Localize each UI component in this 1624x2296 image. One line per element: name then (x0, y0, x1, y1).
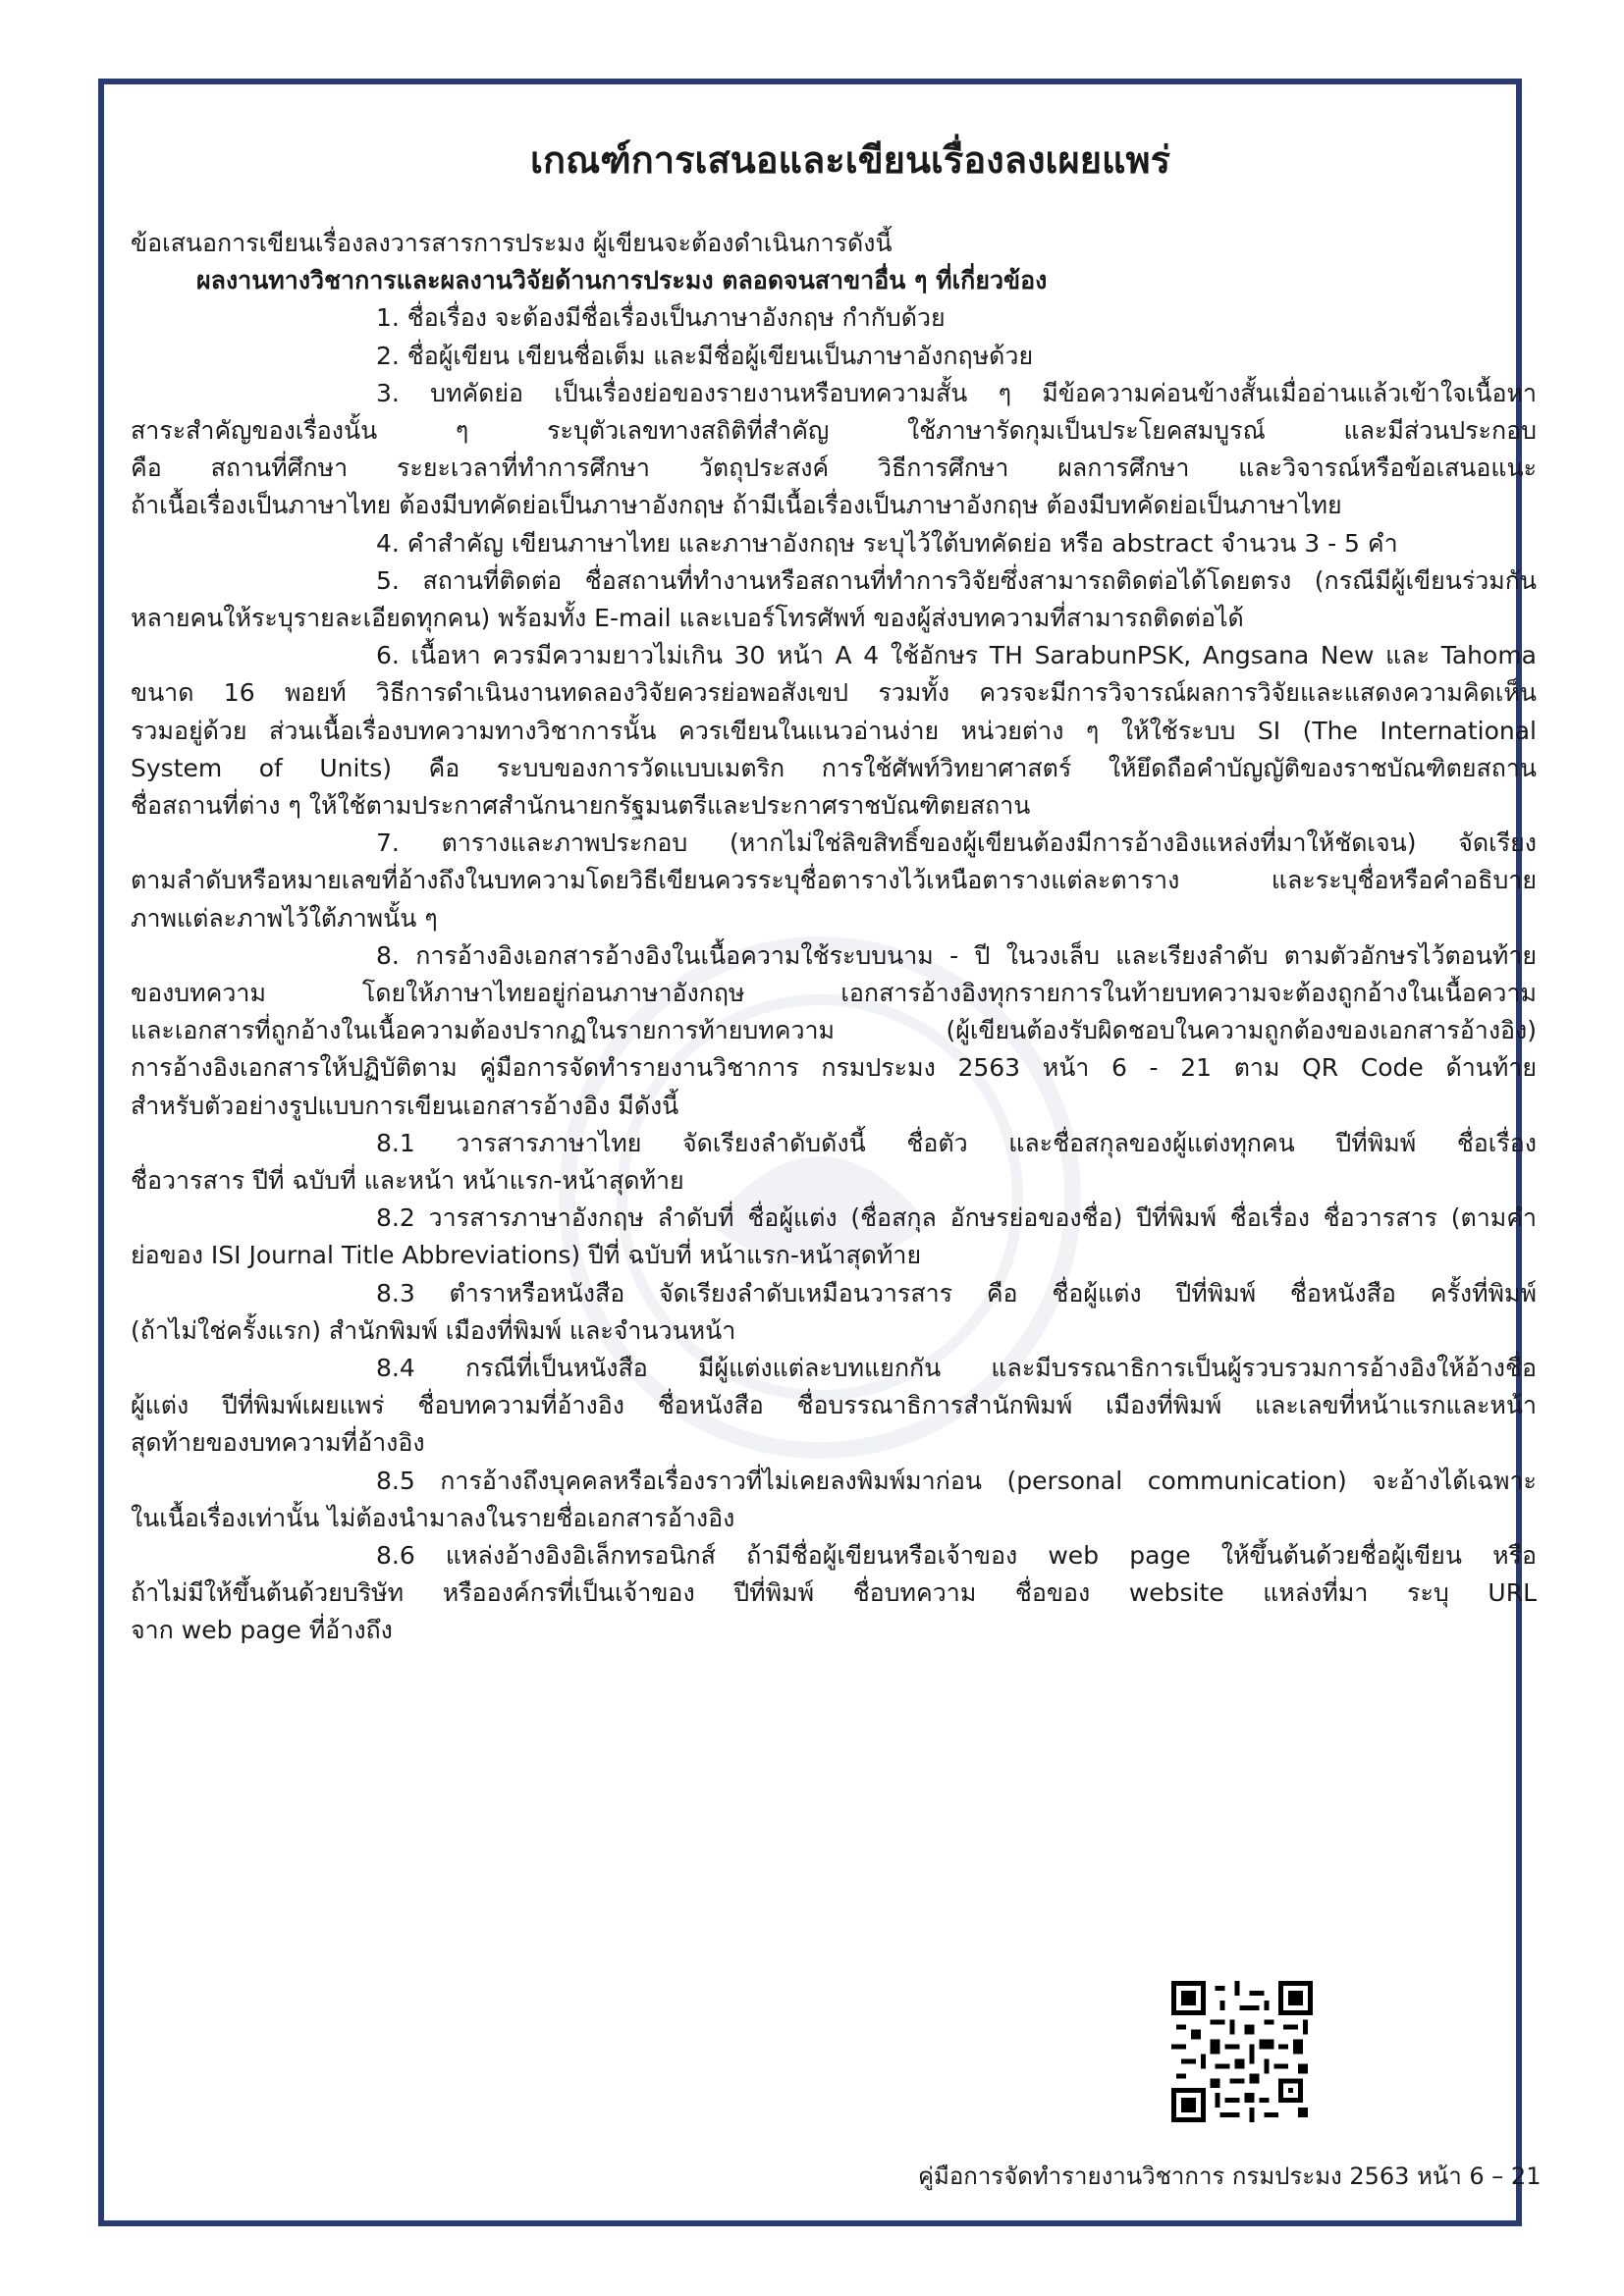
intro-text: ข้อเสนอการเขียนเรื่องลงวารสารการประมง ผู้เขียนจะต้องดำเนินการดังนี้ (131, 229, 893, 257)
paragraph-line: หลายคนให้ระบุรายละเอียดทุกคน) พร้อมทั้ง E-mail และเบอร์โทรศัพท์ ของผู้ส่งบทความที่สามารถติดต่อได้ (131, 604, 1244, 632)
paragraph-start: 8.1 วารสารภาษาไทย จัดเรียงลำดับดังนี้ ชื่อตัว และชื่อสกุลของผู้แต่งทุกคน ปีที่พิมพ์ ชื่อเรื่อง (376, 1128, 1537, 1157)
paragraph-start: 1. ชื่อเรื่อง จะต้องมีชื่อเรื่องเป็นภาษาอังกฤษ กำกับด้วย (376, 303, 946, 333)
paragraph-line: ชื่อสถานที่ต่าง ๆ ให้ใช้ตามประกาศสำนักนายกรัฐมนตรีและประกาศราชบัณฑิตยสถาน (131, 791, 1031, 820)
paragraph-line: ตามลำดับหรือหมายเลขที่อ้างถึงในบทความโดยวิธีเขียนควรระบุชื่อตารางไว้เหนือตารางแต่ละตาราง และระบุชื่อหรือคำอธิบาย (131, 866, 1537, 895)
paragraph-line: ถ้าไม่มีให้ขึ้นต้นด้วยบริษัท หรือองค์กรที่เป็นเจ้าของ ปีที่พิมพ์ ชื่อบทความ ชื่อของ website แหล่งที่มา ระบุ URL (131, 1578, 1537, 1608)
paragraph-start: 8.3 ตำราหรือหนังสือ จัดเรียงลำดับเหมือนวารสาร คือ ชื่อผู้แต่ง ปีที่พิมพ์ ชื่อหนังสือ ครั้งที่พิมพ์ (376, 1278, 1537, 1308)
paragraph-start: 8.6 แหล่งอ้างอิงอิเล็กทรอนิกส์ ถ้ามีชื่อผู้เขียนหรือเจ้าของ web page ให้ขึ้นต้นด้วยชื่อผู้เขียน หรือ (376, 1541, 1537, 1570)
paragraph-line: ผู้แต่ง ปีที่พิมพ์เผยแพร่ ชื่อบทความที่อ้างอิง ชื่อหนังสือ ชื่อบรรณาธิการสำนักพิมพ์ เมืองที่พิมพ์ และเลขที่หน้าแรกและหน้า (131, 1391, 1537, 1420)
paragraph-line: รวมอยู่ด้วย ส่วนเนื้อเรื่องบทความทางวิชาการนั้น ควรเขียนในแนวอ่านง่าย หน่วยต่าง ๆ ให้ใช้ระบบ SI (The International (131, 716, 1537, 745)
paragraph-line: ของบทความ โดยให้ภาษาไทยอยู่ก่อนภาษาอังกฤษ เอกสารอ้างอิงทุกรายการในท้ายบทความจะต้องถูกอ้างในเนื้อความ (131, 979, 1537, 1007)
footer-reference: คู่มือการจัดทำรายงานวิชาการ กรมประมง 2563 หน้า 6 – 21 (918, 2163, 1542, 2190)
paragraph-start: 8.4 กรณีที่เป็นหนังสือ มีผู้แต่งแต่ละบทแยกกัน และมีบรรณาธิการเป็นผู้รวบรวมการอ้างอิงให้อ้างชื่อ (376, 1354, 1537, 1382)
page-title: เกณฑ์การเสนอและเขียนเรื่องลงเผยแพร่ (530, 138, 1171, 182)
paragraph-line: สุดท้ายของบทความที่อ้างอิง (131, 1428, 425, 1458)
paragraph-line: การอ้างอิงเอกสารให้ปฏิบัติตาม คู่มือการจัดทำรายงานวิชาการ กรมประมง 2563 หน้า 6 - 21 ตาม QR Code ด้านท้าย (131, 1053, 1537, 1083)
paragraph-start: 3. บทคัดย่อ เป็นเรื่องย่อของรายงานหรือบทความสั้น ๆ มีข้อความค่อนข้างสั้นเมื่ออ่านแล้วเข้าใจเนื้อหา (376, 378, 1537, 407)
paragraph-start: 2. ชื่อผู้เขียน เขียนชื่อเต็ม และมีชื่อผู้เขียนเป็นภาษาอังกฤษด้วย (376, 341, 1034, 370)
paragraph-start: 5. สถานที่ติดต่อ ชื่อสถานที่ทำงานหรือสถานที่ทำการวิจัยซึ่งสามารถติดต่อได้โดยตรง (กรณีมีผู้เขียนร่วมกัน (376, 565, 1537, 595)
paragraph-line: สำหรับตัวอย่างรูปแบบการเขียนเอกสารอ้างอิง มีดังนี้ (131, 1091, 679, 1120)
paragraph-line: ถ้าเนื้อเรื่องเป็นภาษาไทย ต้องมีบทคัดย่อเป็นภาษาอังกฤษ ถ้ามีเนื้อเรื่องเป็นภาษาอังกฤษ ต้องมีบทคัดย่อเป็นภาษาไทย (131, 491, 1342, 520)
paragraph-start: 8.5 การอ้างถึงบุคคลหรือเรื่องราวที่ไม่เคยลงพิมพ์มาก่อน (personal communication) จะอ้างได้เฉพาะ (376, 1466, 1537, 1495)
paragraph-line: คือ สถานที่ศึกษา ระยะเวลาที่ทำการศึกษา วัตถุประสงค์ วิธีการศึกษา ผลการศึกษา และวิจารณ์หรือข้อเสนอแนะ (131, 454, 1537, 483)
qr-code-icon (1171, 1981, 1313, 2122)
paragraph-line: (ถ้าไม่ใช่ครั้งแรก) สำนักพิมพ์ เมืองที่พิมพ์ และจำนวนหน้า (131, 1315, 736, 1345)
paragraph-line: ภาพแต่ละภาพไว้ใต้ภาพนั้น ๆ (131, 903, 438, 933)
paragraph-line: ขนาด 16 พอยท์ วิธีการดำเนินงานทดลองวิจัยควรย่อพอสังเขป รวมทั้ง ควรจะมีการวิจารณ์ผลการวิจัยและแสดงความคิดเห็น (131, 678, 1537, 708)
paragraph-start: 8.2 วารสารภาษาอังกฤษ ลำดับที่ ชื่อผู้แต่ง (ชื่อสกุล อักษรย่อของชื่อ) ปีที่พิมพ์ ชื่อเรื่อง ชื่อวารสาร (ตามคำ (376, 1203, 1537, 1233)
paragraph-start: 8. การอ้างอิงเอกสารอ้างอิงในเนื้อความใช้ระบบนาม - ปี ในวงเล็บ และเรียงลำดับ ตามตัวอักษรไว้ตอนท้าย (376, 940, 1537, 970)
paragraph-line: สาระสำคัญของเรื่องนั้น ๆ ระบุตัวเลขทางสถิติที่สำคัญ ใช้ภาษารัดกุมเป็นประโยคสมบูรณ์ และมีส่วนประกอบ (131, 416, 1537, 445)
paragraph-line: ในเนื้อเรื่องเท่านั้น ไม่ต้องนำมาลงในรายชื่อเอกสารอ้างอิง (131, 1503, 735, 1532)
paragraph-start: 6. เนื้อหา ควรมีความยาวไม่เกิน 30 หน้า A 4 ใช้อักษร TH SarabunPSK, Angsana New และ Tahoma (376, 641, 1537, 670)
paragraph-line: ย่อของ ISI Journal Title Abbreviations) ปีที่ ฉบับที่ หน้าแรก-หน้าสุดท้าย (131, 1241, 922, 1270)
paragraph-line: และเอกสารที่ถูกอ้างในเนื้อความต้องปรากฏในรายการท้ายบทความ (ผู้เขียนต้องรับผิดชอบในความถูกต้องของเอกสารอ้างอิง) (131, 1016, 1537, 1045)
paragraph-line: จาก web page ที่อ้างถึง (131, 1616, 393, 1645)
paragraph-start: 7. ตารางและภาพประกอบ (หากไม่ใช่ลิขสิทธิ์ของผู้เขียนต้องมีการอ้างอิงแหล่งที่มาให้ชัดเจน) จัดเรียง (376, 828, 1537, 858)
paragraph-line: System of Units) คือ ระบบของการวัดแบบเมตริก การใช้ศัพท์วิทยาศาสตร์ ให้ยึดถือคำบัญญัติของราชบัณฑิตยสถาน (131, 753, 1537, 782)
section-heading: ผลงานทางวิชาการและผลงานวิจัยด้านการประมง ตลอดจนสาขาอื่น ๆ ที่เกี่ยวข้อง (196, 266, 1048, 295)
paragraph-start: 4. คำสำคัญ เขียนภาษาไทย และภาษาอังกฤษ ระบุไว้ใต้บทคัดย่อ หรือ abstract จำนวน 3 - 5 คำ (376, 528, 1398, 558)
paragraph-line: ชื่อวารสาร ปีที่ ฉบับที่ และหน้า หน้าแรก-หน้าสุดท้าย (131, 1166, 684, 1195)
